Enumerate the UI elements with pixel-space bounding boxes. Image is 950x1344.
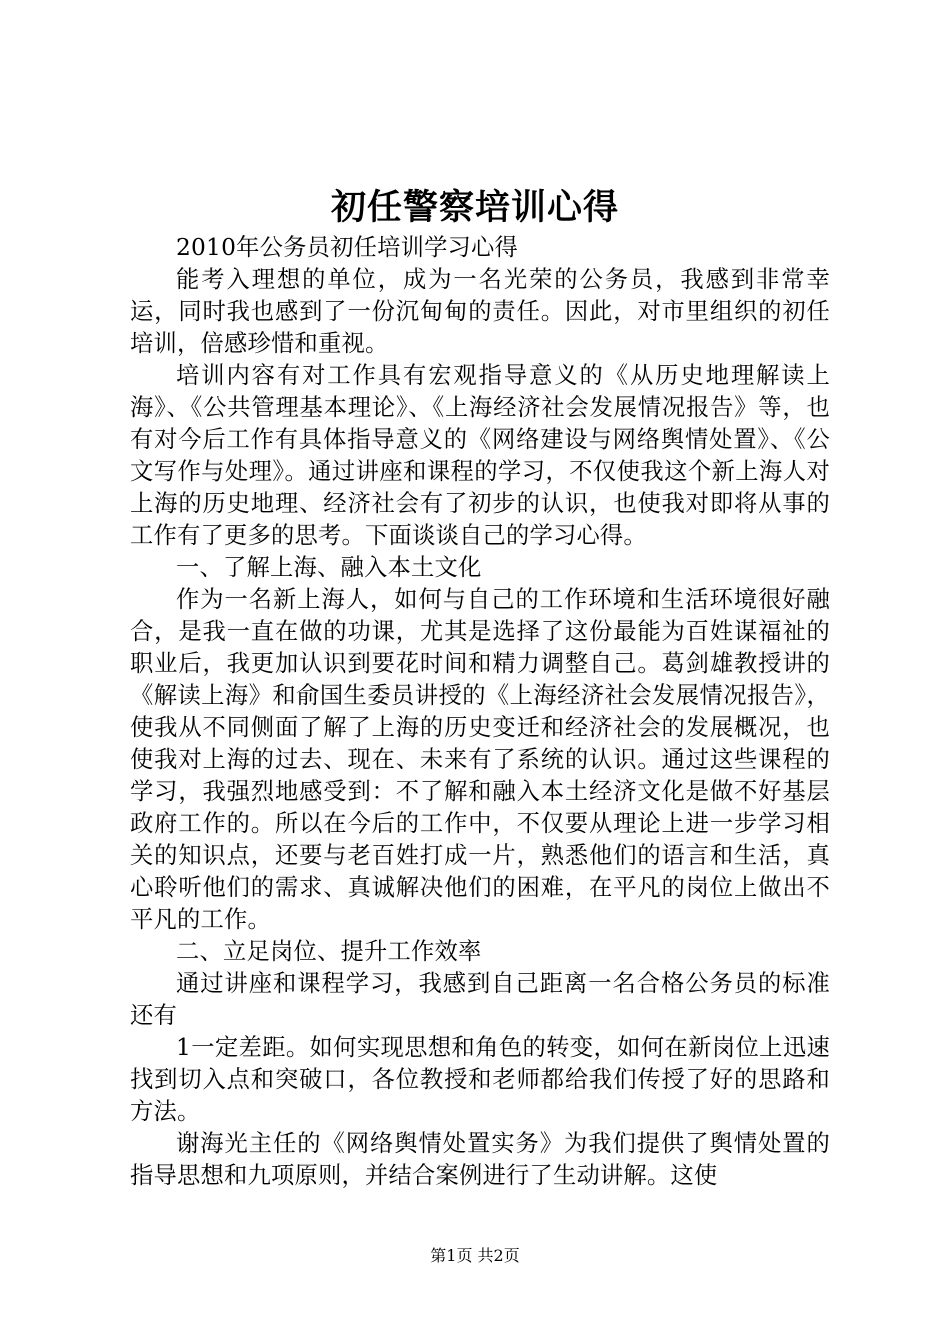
paragraph: 1一定差距。如何实现思想和角色的转变，如何在新岗位上迅速找到切入点和突破口，各位教授和老师都给我们传授了好的思路和方法。: [130, 1034, 830, 1125]
document-title: 初任警察培训心得: [330, 187, 619, 228]
document-body: [130, 232, 830, 1192]
page-footer: 第1页 共2页: [430, 1246, 520, 1265]
paragraph: 培训内容有对工作具有宏观指导意义的《从历史地理解读上海》、《公共管理基本理论》、《上海经济社会发展情况报告》等，也有对今后工作有具体指导意义的《网络建设与网络舆情处置》、《公文写作与处理》。通过讲座和课程的学习，不仅使我这个新上海人对上海的历史地理、经济社会有了初步的认识，也使我对即将从事的工作有了更多的思考。下面谈谈自己的学习心得。: [130, 362, 830, 549]
paragraph: 作为一名新上海人，如何与自己的工作环境和生活环境很好融合，是我一直在做的功课，尤其是选择了这份最能为百姓谋福祉的职业后，我更加认识到要花时间和精力调整自己。葛剑雄教授讲的《解读上海》和俞国生委员讲授的《上海经济社会发展情况报告》，使我从不同侧面了解了上海的历史变迁和经济社会的发展概况，也使我对上海的过去、现在、未来有了系统的认识。通过这些课程的学习，我强烈地感受到：不了解和融入本土经济文化是做不好基层政府工作的。所以在今后的工作中，不仅要从理论上进一步学习相关的知识点，还要与老百姓打成一片，熟悉他们的语言和生活，真心聆听他们的需求、真诚解决他们的困难，在平凡的岗位上做出不平凡的工作。: [130, 586, 830, 933]
section-heading: 二、立足岗位、提升工作效率: [176, 938, 482, 965]
paragraph: 谢海光主任的《网络舆情处置实务》为我们提供了舆情处置的指导思想和九项原则，并结合案例进行了生动讲解。这使: [130, 1130, 830, 1189]
paragraph: 通过讲座和课程学习，我感到自己距离一名合格公务员的标准还有: [130, 970, 830, 1029]
section-heading: 一、了解上海、融入本土文化: [176, 554, 482, 581]
paragraph-heading-line: 2010年公务员初任培训学习心得: [176, 234, 519, 261]
paragraph: 能考入理想的单位，成为一名光荣的公务员，我感到非常幸运，同时我也感到了一份沉甸甸的责任。因此，对市里组织的初任培训，倍感珍惜和重视。: [130, 266, 830, 357]
